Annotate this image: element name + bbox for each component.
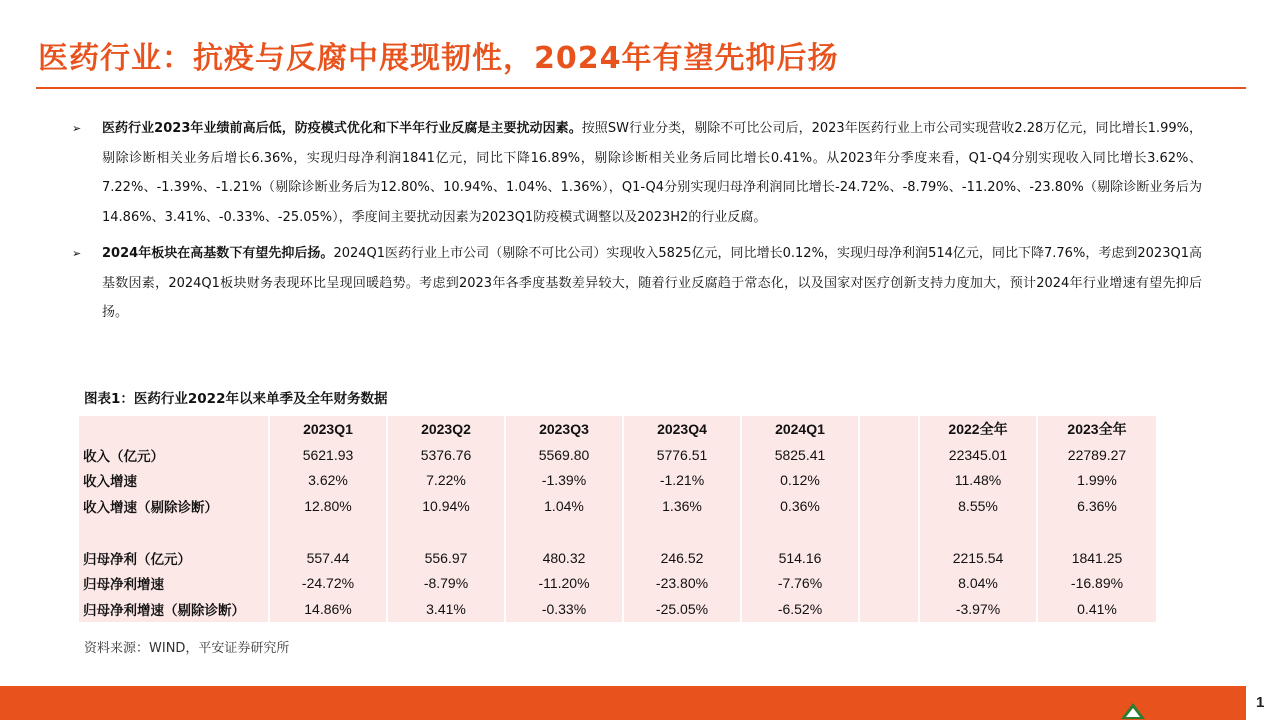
header-cell: 2023全年 [1037,416,1156,442]
table-row [79,519,1156,545]
row-label: 收入增速（剔除诊断） [83,500,218,517]
table-cell [623,519,741,545]
table-cell: 5569.80 [505,442,623,468]
table-cell: -0.33% [505,596,623,622]
row-label: 收入增速 [83,474,137,491]
arrow-bullet-icon: ➢ [72,247,82,260]
table-cell: -7.76% [741,571,859,597]
table-cell [1037,519,1156,545]
source-note: 资料来源：WIND，平安证券研究所 [84,641,290,656]
table-row [79,545,1156,571]
table-cell: 0.41% [1037,596,1156,622]
title-divider [36,87,1246,89]
table-cell: 1841.25 [1037,545,1156,571]
row-label: 归母净利增速（剔除诊断） [83,603,245,620]
table-cell: 22789.27 [1037,442,1156,468]
table-cell: 6.36% [1037,493,1156,519]
bullet-heading: 医药行业2023年业绩前高后低，防疫模式优化和下半年行业反腐是主要扰动因素。 [102,121,582,136]
header-cell: 2023Q2 [387,416,505,442]
table-cell [859,468,919,494]
page-number: 1 [1256,694,1265,711]
table-cell [859,442,919,468]
header-cell: 2024Q1 [741,416,859,442]
table-cell: 5621.93 [269,442,387,468]
header-cell [859,416,919,442]
table-cell: 480.32 [505,545,623,571]
table-cell: 7.22% [387,468,505,494]
table-row [79,442,1156,468]
table-row [79,493,1156,519]
table-cell: 557.44 [269,545,387,571]
table-cell [859,519,919,545]
table-cell: 556.97 [387,545,505,571]
table-cell [859,596,919,622]
table-cell: 514.16 [741,545,859,571]
table-cell: 11.48% [919,468,1037,494]
table-cell: -6.52% [741,596,859,622]
table-cell: 8.04% [919,571,1037,597]
table-cell: 14.86% [269,596,387,622]
table-row [79,571,1156,597]
header-cell: 2023Q1 [269,416,387,442]
row-label: 归母净利（亿元） [83,551,191,568]
bullet-body: 2024Q1医药行业上市公司（剔除不可比公司）实现收入5825亿元，同比增长0.12%，实现归母净利润514亿元，同比下降7.76%，考虑到2023Q1高基数因素，2024Q1板块财务表现环比呈现回暖趋势。考虑到2023年各季度基数差异较大，随着行业反腐趋于常态化，以及国家对医疗创新支持力度加大，预计2024年行业增速有望先抑后扬。 [102,246,1202,320]
table-cell: -25.05% [623,596,741,622]
table-cell: 22345.01 [919,442,1037,468]
table-cell: -8.79% [387,571,505,597]
table-cell [387,519,505,545]
table-cell: -11.20% [505,571,623,597]
table-cell: 3.62% [269,468,387,494]
row-label [79,519,269,545]
table-cell: 5825.41 [741,442,859,468]
header-cell: 2023Q4 [623,416,741,442]
table-cell: 2215.54 [919,545,1037,571]
bullet-heading: 2024年板块在高基数下有望先抑后扬。 [102,246,334,261]
table-cell: 5776.51 [623,442,741,468]
table-cell [269,519,387,545]
table-cell [919,519,1037,545]
table-row [79,596,1156,622]
table-cell: 1.99% [1037,468,1156,494]
financial-table-container [79,416,1156,622]
header-cell: 2023Q3 [505,416,623,442]
bullet-item-1 [72,114,1202,232]
table-header-row [79,416,1156,442]
arrow-bullet-icon: ➢ [72,122,82,135]
table-cell: -1.39% [505,468,623,494]
financial-table [79,416,1156,622]
bullet-body: 按照SW行业分类，剔除不可比公司后，2023年医药行业上市公司实现营收2.28万亿元，同比增长1.99%，剔除诊断相关业务后增长6.36%，实现归母净利润1841亿元，同比下降16.89%，剔除诊断相关业务后同比增长0.41%。从2023年分季度来看，Q1-Q4分别实现收入同比增长3.62%、7.22%、-1.39%、-1.21%（剔除诊断业务后为12.80%、10.94%、1.04%、1.36%），Q1-Q4分别实现归母净利润同比增长-24.72%、-8.79%、-11.20%、-23.80%（剔除诊断业务后为14.86%、3.41%、-0.33%、-25.05%），季度间主要扰动因素为2023Q1防疫模式调整以及2023H2的行业反腐。 [102,121,1203,225]
table-cell [741,519,859,545]
table-cell: -24.72% [269,571,387,597]
header-cell: 2022全年 [919,416,1037,442]
table-cell: -1.21% [623,468,741,494]
bullet-item-2 [72,239,1202,328]
table-cell: 12.80% [269,493,387,519]
table-cell: 246.52 [623,545,741,571]
bullet-list [72,114,1202,335]
table-cell: -23.80% [623,571,741,597]
table-cell: 0.36% [741,493,859,519]
table-cell: -3.97% [919,596,1037,622]
table-cell: 8.55% [919,493,1037,519]
page-title: 医药行业：抗疫与反腐中展现韧性，2024年有望先抑后扬 [38,41,839,76]
table-cell [505,519,623,545]
table-cell: 5376.76 [387,442,505,468]
row-label: 收入（亿元） [83,448,164,465]
table-cell: 1.36% [623,493,741,519]
table-cell [859,545,919,571]
figure-caption: 图表1：医药行业2022年以来单季及全年财务数据 [84,391,388,407]
table-cell: 3.41% [387,596,505,622]
table-cell: 0.12% [741,468,859,494]
ping-an-logo-icon [1120,702,1146,720]
table-cell: 10.94% [387,493,505,519]
table-cell [859,571,919,597]
table-row [79,468,1156,494]
table-cell: 1.04% [505,493,623,519]
header-cell [79,416,269,442]
table-cell: -16.89% [1037,571,1156,597]
row-label: 归母净利增速 [83,577,164,594]
table-cell [859,493,919,519]
footer-bar [0,686,1246,720]
